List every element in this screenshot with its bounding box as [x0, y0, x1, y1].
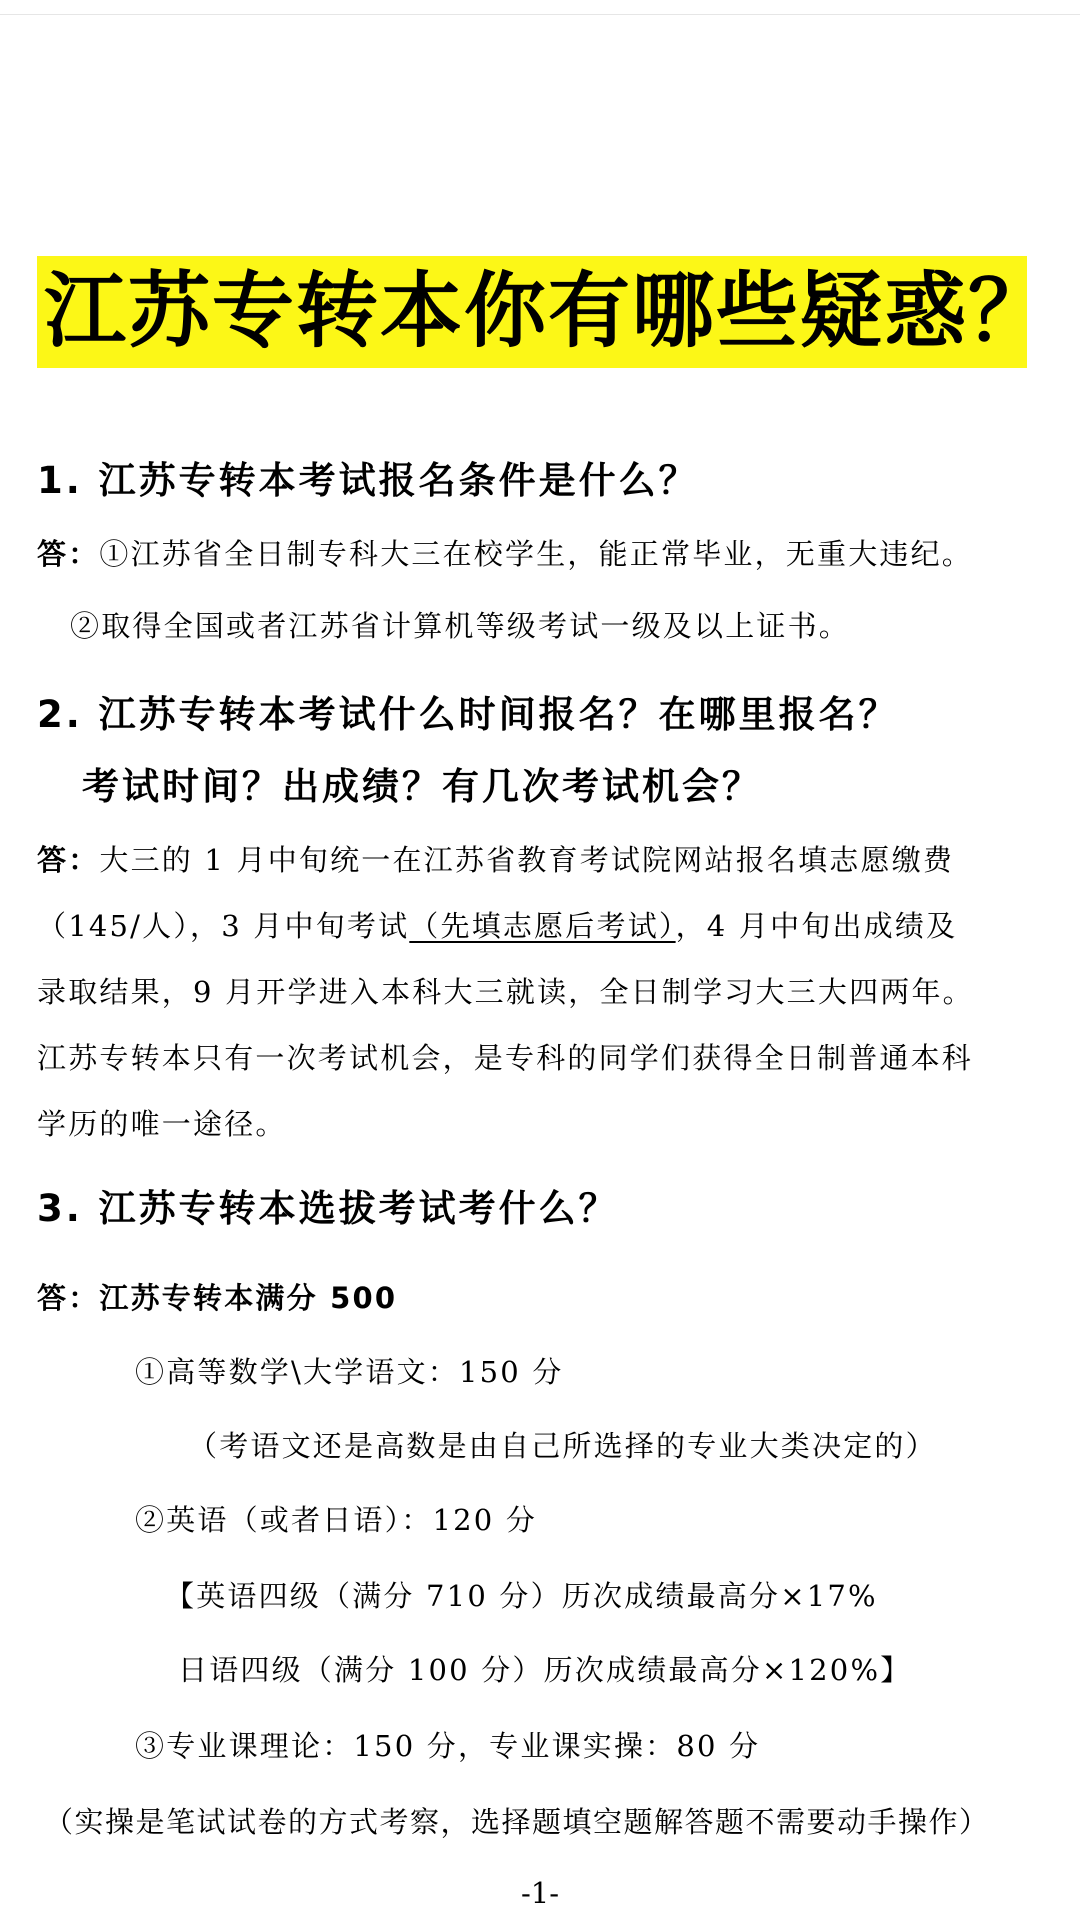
answer-1-text-1: ①江苏省全日制专科大三在校学生，能正常毕业，无重大违纪。 — [99, 537, 974, 571]
answer-2-line-2 — [37, 904, 957, 945]
answer-3-item-2-note-1: 【英语四级（满分 710 分）历次成绩最高分×17% — [165, 1579, 878, 1613]
answer-3-item-3-note: （实操是笔试试卷的方式考察，选择题填空题解答题不需要动手操作） — [44, 1805, 990, 1839]
answer-1-line-1 — [37, 532, 973, 573]
answer-3-item-2: ②英语（或者日语）：120 分 — [135, 1503, 538, 1537]
answer-2-line-3: 录取结果，9 月开学进入本科大三就读，全日制学习大三大四两年。 — [37, 975, 974, 1009]
top-divider — [0, 14, 1080, 15]
question-2-line-2: 考试时间？出成绩？有几次考试机会？ — [82, 765, 762, 808]
answer-2-underlined: （先填志愿后考试） — [409, 909, 676, 943]
answer-3-item-1-note: （考语文还是高数是由自己所选择的专业大类决定的） — [188, 1429, 937, 1463]
page-number: -1- — [520, 1876, 560, 1910]
answer-1-line-2: ②取得全国或者江苏省计算机等级考试一级及以上证书。 — [70, 609, 851, 643]
answer-3-item-2-note-2: 日语四级（满分 100 分）历次成绩最高分×120%】 — [178, 1653, 912, 1687]
answer-2-line-4: 江苏专转本只有一次考试机会，是专科的同学们获得全日制普通本科 — [37, 1041, 974, 1075]
answer-2-text-1: 大三的 1 月中旬统一在江苏省教育考试院网站报名填志愿缴费 — [99, 843, 955, 877]
answer-label: 答： — [37, 843, 100, 877]
answer-2-line-5: 学历的唯一途径。 — [37, 1107, 287, 1141]
answer-3-item-1: ①高等数学\大学语文：150 分 — [135, 1355, 564, 1389]
answer-3-heading: 答：江苏专转本满分 500 — [37, 1281, 398, 1315]
question-2-line-1: 2. 江苏专转本考试什么时间报名？在哪里报名？ — [37, 693, 899, 736]
question-3: 3. 江苏专转本选拔考试考什么？ — [37, 1187, 619, 1230]
answer-label: 答： — [37, 537, 100, 571]
answer-2-text-2b: ，4 月中旬出成绩及 — [675, 909, 958, 943]
answer-2-text-2a: （145/人），3 月中旬考试 — [37, 909, 410, 943]
answer-3-item-3: ③专业课理论：150 分，专业课实操：80 分 — [135, 1729, 761, 1763]
page-title: 江苏专转本你有哪些疑惑？ — [44, 264, 1053, 359]
question-1: 1. 江苏专转本考试报名条件是什么？ — [37, 459, 699, 502]
answer-2-line-1 — [37, 838, 954, 879]
